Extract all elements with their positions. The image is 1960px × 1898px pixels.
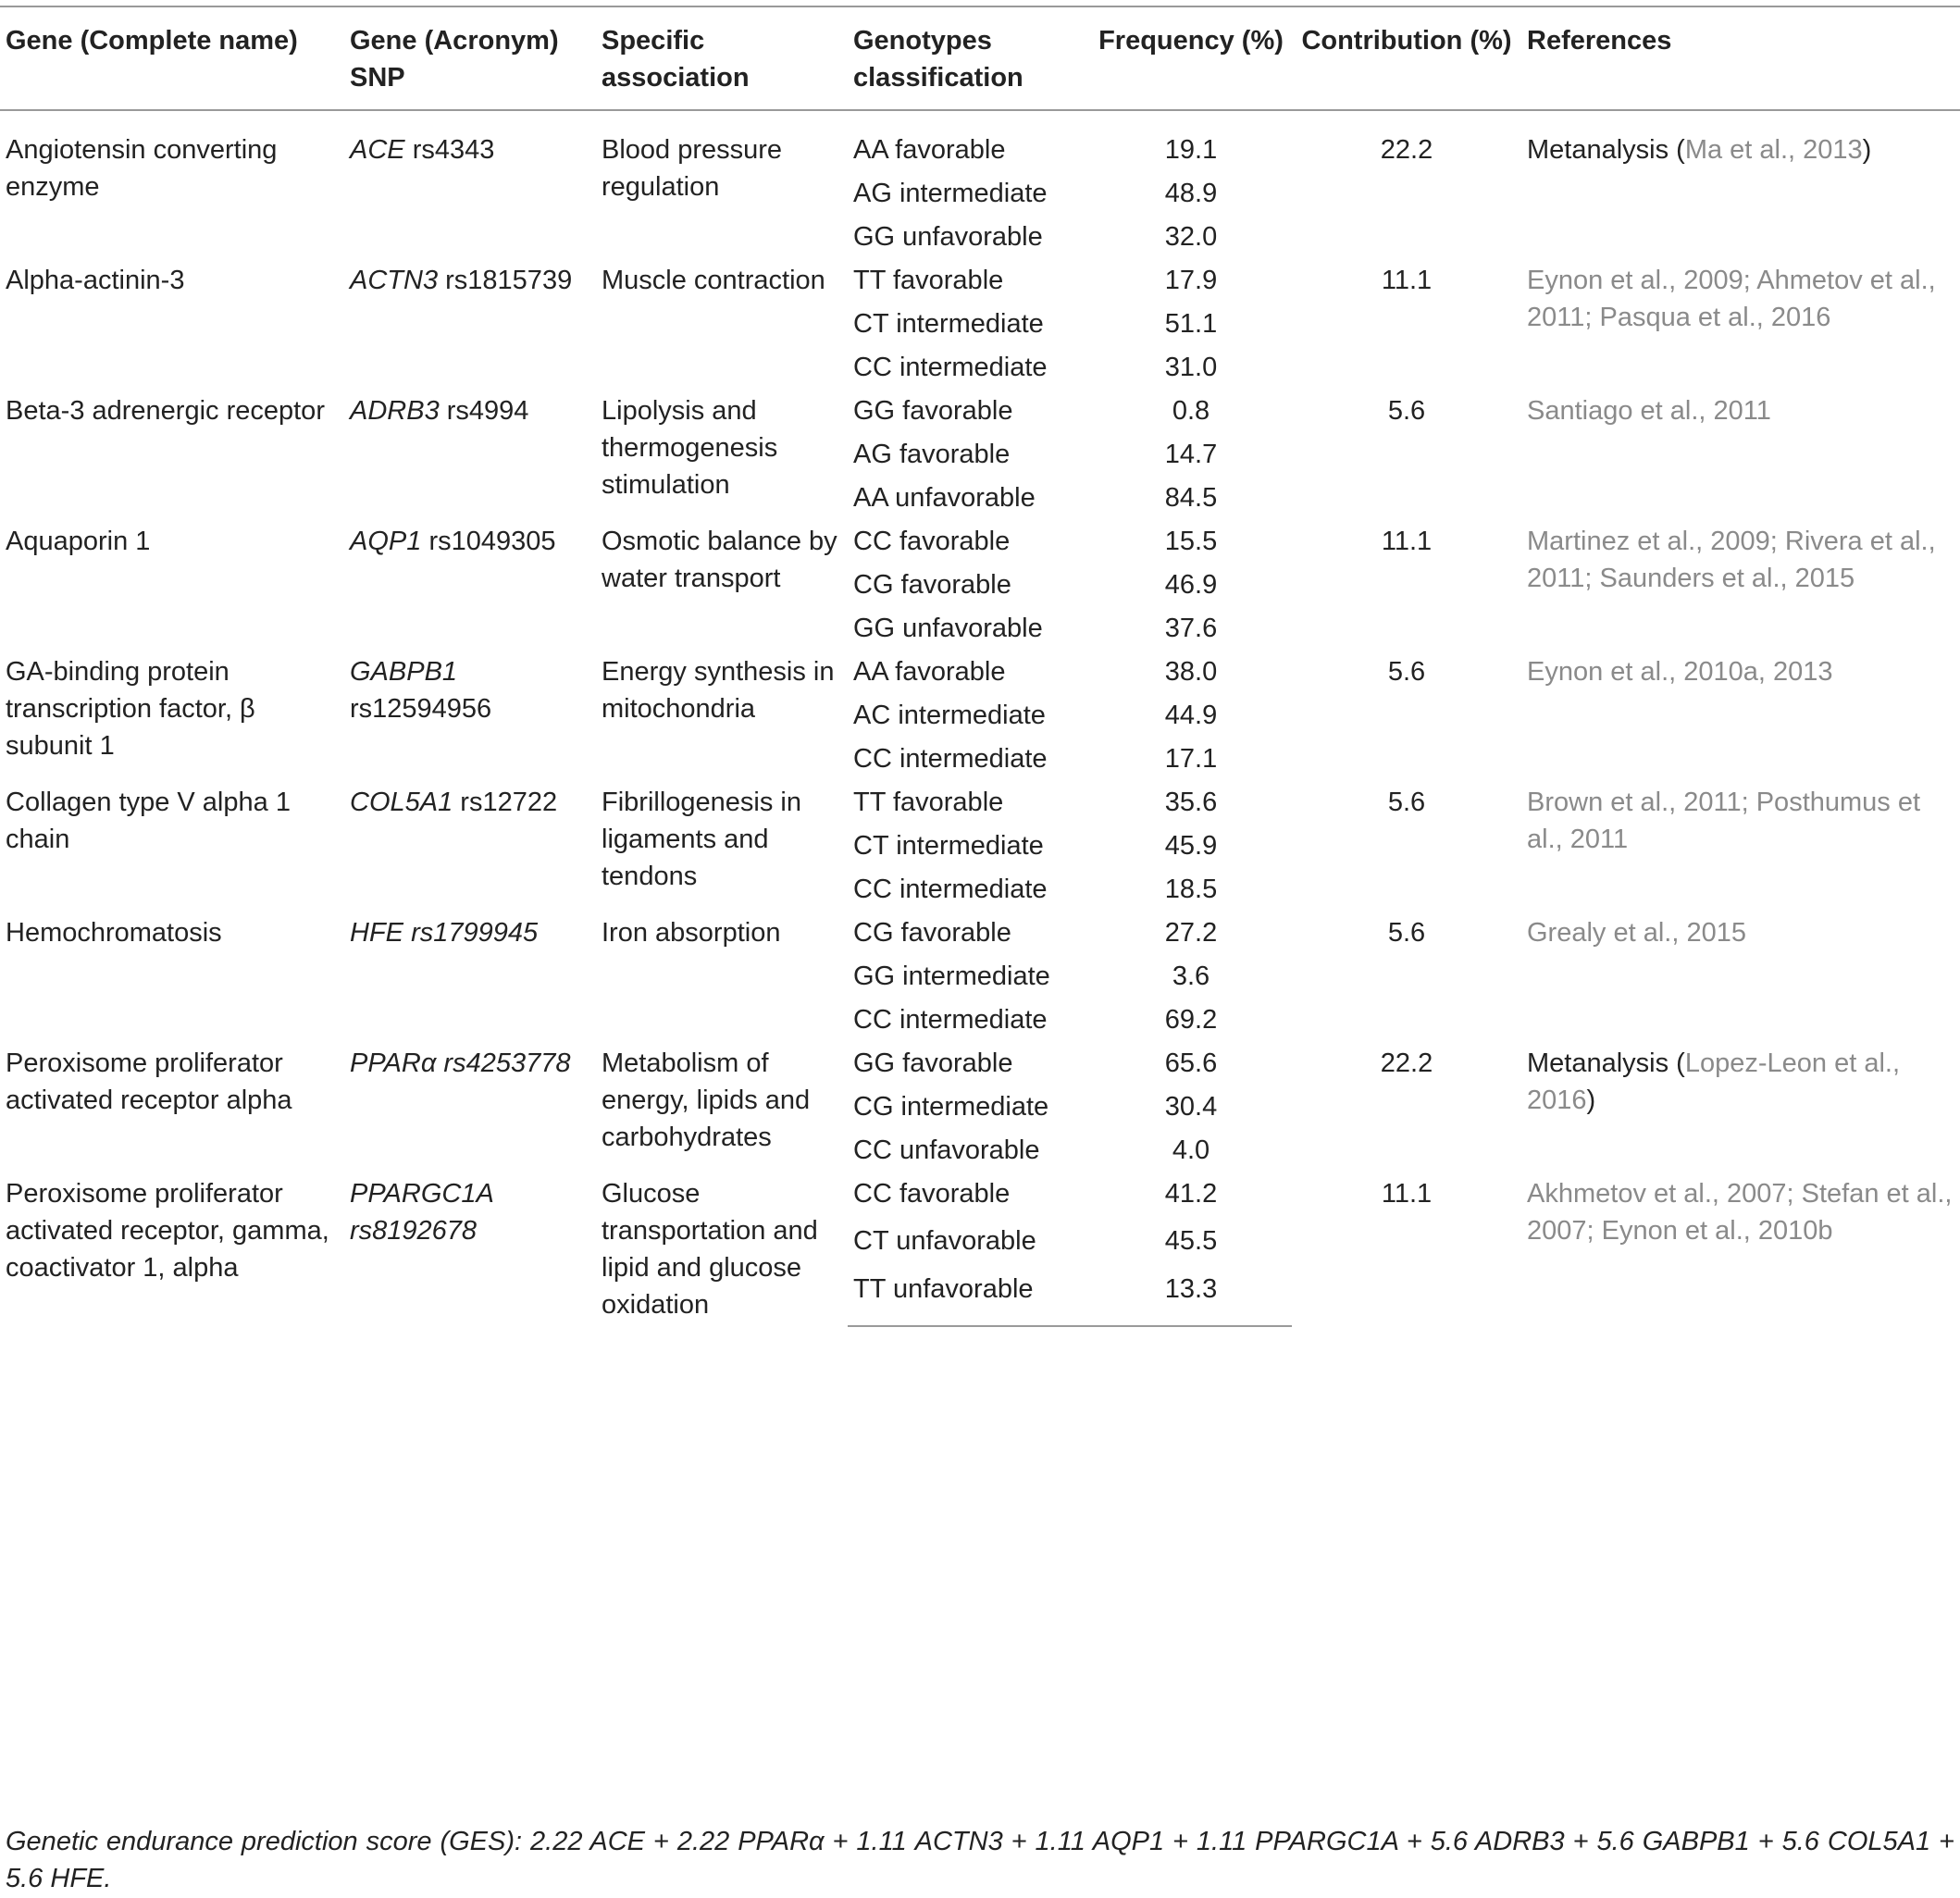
- reference-cell: [1521, 258, 1960, 389]
- frequency-cell: 45.5: [1164, 1226, 1218, 1257]
- frequency-cell: 17.9: [1164, 266, 1218, 295]
- reference-link: Lopez-Leon et al., 2016: [1527, 1048, 1900, 1115]
- genotype-cell: AA unfavorable: [853, 483, 1036, 513]
- frequency-cell: 31.0: [1164, 353, 1218, 382]
- gene-acronym: HFE: [350, 918, 403, 948]
- frequency-cell: 18.5: [1164, 875, 1218, 904]
- reference-link: Ma et al., 2013: [1684, 135, 1863, 165]
- frequency-cell: 45.9: [1164, 831, 1218, 861]
- reference-prefix: Metanalysis (: [1527, 135, 1685, 165]
- contribution-cell: 11.1: [1381, 1179, 1433, 1209]
- gene-acronym-cell: [344, 1172, 596, 1326]
- genotype-cell: CC intermediate: [853, 875, 1048, 904]
- contribution-cell: 5.6: [1387, 396, 1426, 426]
- table-row: [0, 1041, 1960, 1085]
- frequency-cell: 19.1: [1164, 135, 1218, 165]
- gene-acronym-cell: [344, 258, 596, 389]
- genotype-cell: GG unfavorable: [853, 614, 1043, 643]
- frequency-cell: 32.0: [1164, 222, 1218, 252]
- gene-acronym: COL5A1: [350, 788, 453, 817]
- genotype-cell: AC intermediate: [853, 701, 1046, 730]
- genotype-cell: CT intermediate: [853, 831, 1044, 861]
- reference-cell: [1521, 911, 1960, 1041]
- header-contribution: Contribution (%): [1292, 6, 1521, 110]
- genotype-cell: CT intermediate: [853, 309, 1044, 339]
- gene-name-cell: Peroxisome proliferator activated receptor, gamma, coactivator 1, alpha: [6, 1179, 329, 1283]
- contribution-cell: 5.6: [1387, 788, 1426, 817]
- genotype-cell: AG intermediate: [853, 179, 1048, 208]
- gene-acronym: ADRB3: [350, 396, 440, 426]
- gene-acronym: ACE: [350, 135, 405, 165]
- association-cell: Osmotic balance by water transport: [602, 527, 837, 593]
- genotype-cell: CT unfavorable: [853, 1226, 1036, 1257]
- reference-link: Santiago et al., 2011: [1527, 396, 1771, 426]
- association-cell: Lipolysis and thermogenesis stimulation: [602, 396, 778, 500]
- reference-cell: [1521, 650, 1960, 780]
- header-references: References: [1521, 6, 1960, 110]
- table-row: [0, 258, 1960, 302]
- header-frequency: Frequency (%): [1090, 6, 1292, 110]
- table-row: [0, 650, 1960, 693]
- table-footnote: Genetic endurance prediction score (GES): 2.22 ACE + 2.22 PPARα + 1.11 ACTN3 + 1.11 AQP1 + 1.11 PPARGC1A + 5.6 ADRB3 + 5.6 GABPB1 + 5.6 COL5A1 + 5.6 HFE.: [6, 1827, 1954, 1893]
- genotype-cell: CG intermediate: [853, 1092, 1049, 1122]
- frequency-cell: 3.6: [1172, 961, 1210, 991]
- table-row: [0, 780, 1960, 824]
- genotype-cell: CC intermediate: [853, 744, 1048, 774]
- association-cell: Muscle contraction: [602, 266, 825, 295]
- snp-id: rs8192678: [350, 1216, 478, 1246]
- header-genotypes: Genotypes classification: [848, 6, 1090, 110]
- gene-acronym-cell: [344, 1041, 596, 1172]
- frequency-cell: 14.7: [1164, 440, 1218, 469]
- table-header-row: [0, 6, 1960, 110]
- genotype-cell: GG favorable: [853, 1048, 1013, 1078]
- reference-link: Eynon et al., 2009; Ahmetov et al., 2011; Pasqua et al., 2016: [1527, 266, 1936, 332]
- contribution-cell: 5.6: [1387, 918, 1426, 948]
- gene-acronym-cell: [344, 519, 596, 650]
- gene-name-cell: Hemochromatosis: [6, 918, 222, 948]
- frequency-cell: 4.0: [1172, 1135, 1210, 1165]
- gene-acronym-cell: [344, 780, 596, 911]
- reference-link: Akhmetov et al., 2007; Stefan et al., 2007; Eynon et al., 2010b: [1527, 1179, 1953, 1246]
- gene-acronym: PPARα: [350, 1048, 437, 1078]
- reference-link: Eynon et al., 2010a, 2013: [1527, 657, 1833, 687]
- genotype-cell: CG favorable: [853, 918, 1011, 948]
- table-row: [0, 519, 1960, 563]
- genotype-cell: AA favorable: [853, 135, 1006, 165]
- gene-acronym: PPARGC1A: [350, 1179, 494, 1209]
- association-cell: Blood pressure regulation: [602, 135, 783, 202]
- gene-name-cell: Alpha-actinin-3: [6, 266, 185, 295]
- gene-association-table: [0, 6, 1960, 1327]
- frequency-cell: 37.6: [1164, 614, 1218, 643]
- reference-suffix: ): [1586, 1085, 1596, 1115]
- reference-link: Brown et al., 2011; Posthumus et al., 2011: [1527, 788, 1921, 854]
- frequency-cell: 41.2: [1164, 1179, 1218, 1209]
- frequency-cell: 69.2: [1164, 1005, 1218, 1035]
- frequency-cell: 30.4: [1164, 1092, 1218, 1122]
- frequency-cell: 51.1: [1164, 309, 1218, 339]
- frequency-cell: 84.5: [1164, 483, 1218, 513]
- frequency-cell: 15.5: [1164, 527, 1218, 556]
- reference-cell: [1521, 780, 1960, 911]
- genotype-cell: TT favorable: [853, 266, 1004, 295]
- genotype-cell: CC intermediate: [853, 1005, 1048, 1035]
- frequency-cell: 13.3: [1090, 1267, 1292, 1326]
- snp-id: rs1799945: [411, 918, 539, 948]
- genotype-cell: AG favorable: [853, 440, 1011, 469]
- gene-acronym: AQP1: [350, 527, 422, 556]
- header-gene-name: Gene (Complete name): [0, 6, 344, 110]
- genotype-cell: CC intermediate: [853, 353, 1048, 382]
- reference-cell: [1521, 519, 1960, 650]
- frequency-cell: 65.6: [1164, 1048, 1218, 1078]
- snp-id: rs4994: [446, 396, 529, 426]
- gene-name-cell: Peroxisome proliferator activated receptor alpha: [6, 1048, 292, 1115]
- genotype-cell: AA favorable: [853, 657, 1006, 687]
- reference-cell: [1521, 389, 1960, 519]
- table-body: [0, 110, 1960, 1326]
- gene-acronym-cell: [344, 110, 596, 258]
- contribution-cell: 11.1: [1381, 266, 1433, 295]
- gene-acronym-cell: [344, 650, 596, 780]
- frequency-cell: 27.2: [1164, 918, 1218, 948]
- gene-acronym-cell: [344, 911, 596, 1041]
- table-row: [0, 1172, 1960, 1219]
- contribution-cell: 5.6: [1387, 657, 1426, 687]
- gene-name-cell: Aquaporin 1: [6, 527, 151, 556]
- genotype-cell: CG favorable: [853, 570, 1011, 600]
- snp-id: rs12722: [460, 788, 558, 817]
- frequency-cell: 0.8: [1172, 396, 1210, 426]
- genotype-cell: GG intermediate: [853, 961, 1050, 991]
- genotype-cell: CC favorable: [853, 527, 1011, 556]
- contribution-cell: 22.2: [1380, 1048, 1433, 1078]
- gene-acronym: GABPB1: [350, 657, 458, 687]
- reference-cell: [1521, 1172, 1960, 1326]
- snp-id: rs12594956: [350, 694, 492, 724]
- gene-acronym: ACTN3: [350, 266, 439, 295]
- association-cell: Metabolism of energy, lipids and carbohydrates: [602, 1048, 811, 1152]
- header-specific-association: Specific association: [596, 6, 848, 110]
- reference-prefix: Metanalysis (: [1527, 1048, 1685, 1078]
- reference-cell: [1521, 1041, 1960, 1172]
- genotype-cell: TT favorable: [853, 788, 1004, 817]
- genotype-cell: CC favorable: [853, 1179, 1011, 1209]
- genotype-cell: GG unfavorable: [853, 222, 1043, 252]
- snp-id: rs1049305: [428, 527, 556, 556]
- gene-name-cell: Angiotensin converting enzyme: [6, 135, 278, 202]
- association-cell: Energy synthesis in mitochondria: [602, 657, 835, 724]
- reference-link: Grealy et al., 2015: [1527, 918, 1746, 948]
- gene-acronym-cell: [344, 389, 596, 519]
- genotype-cell: CC unfavorable: [853, 1135, 1040, 1165]
- table-row: [0, 389, 1960, 432]
- header-gene-acronym: Gene (Acronym) SNP: [344, 6, 596, 110]
- reference-suffix: ): [1862, 135, 1872, 165]
- table-row: [0, 110, 1960, 171]
- snp-id: rs4343: [412, 135, 495, 165]
- contribution-cell: 22.2: [1380, 135, 1433, 165]
- gene-name-cell: GA-binding protein transcription factor, β subunit 1: [6, 657, 255, 761]
- frequency-cell: 38.0: [1164, 657, 1218, 687]
- frequency-cell: 48.9: [1164, 179, 1218, 208]
- frequency-cell: 46.9: [1164, 570, 1218, 600]
- reference-link: Martinez et al., 2009; Rivera et al., 2011; Saunders et al., 2015: [1527, 527, 1936, 593]
- association-cell: Iron absorption: [602, 918, 781, 948]
- genotype-cell: GG favorable: [853, 396, 1013, 426]
- association-cell: Fibrillogenesis in ligaments and tendons: [602, 788, 801, 891]
- contribution-cell: 11.1: [1381, 527, 1433, 556]
- frequency-cell: 35.6: [1164, 788, 1218, 817]
- association-cell: Glucose transportation and lipid and glucose oxidation: [602, 1179, 818, 1320]
- snp-id: rs1815739: [445, 266, 573, 295]
- gene-name-cell: Collagen type V alpha 1 chain: [6, 788, 291, 854]
- table-row: [0, 911, 1960, 954]
- frequency-cell: 44.9: [1164, 701, 1218, 730]
- genotype-cell: TT unfavorable: [848, 1267, 1090, 1326]
- snp-id: rs4253778: [443, 1048, 571, 1078]
- reference-cell: [1521, 110, 1960, 258]
- frequency-cell: 17.1: [1164, 744, 1218, 774]
- gene-name-cell: Beta-3 adrenergic receptor: [6, 396, 325, 426]
